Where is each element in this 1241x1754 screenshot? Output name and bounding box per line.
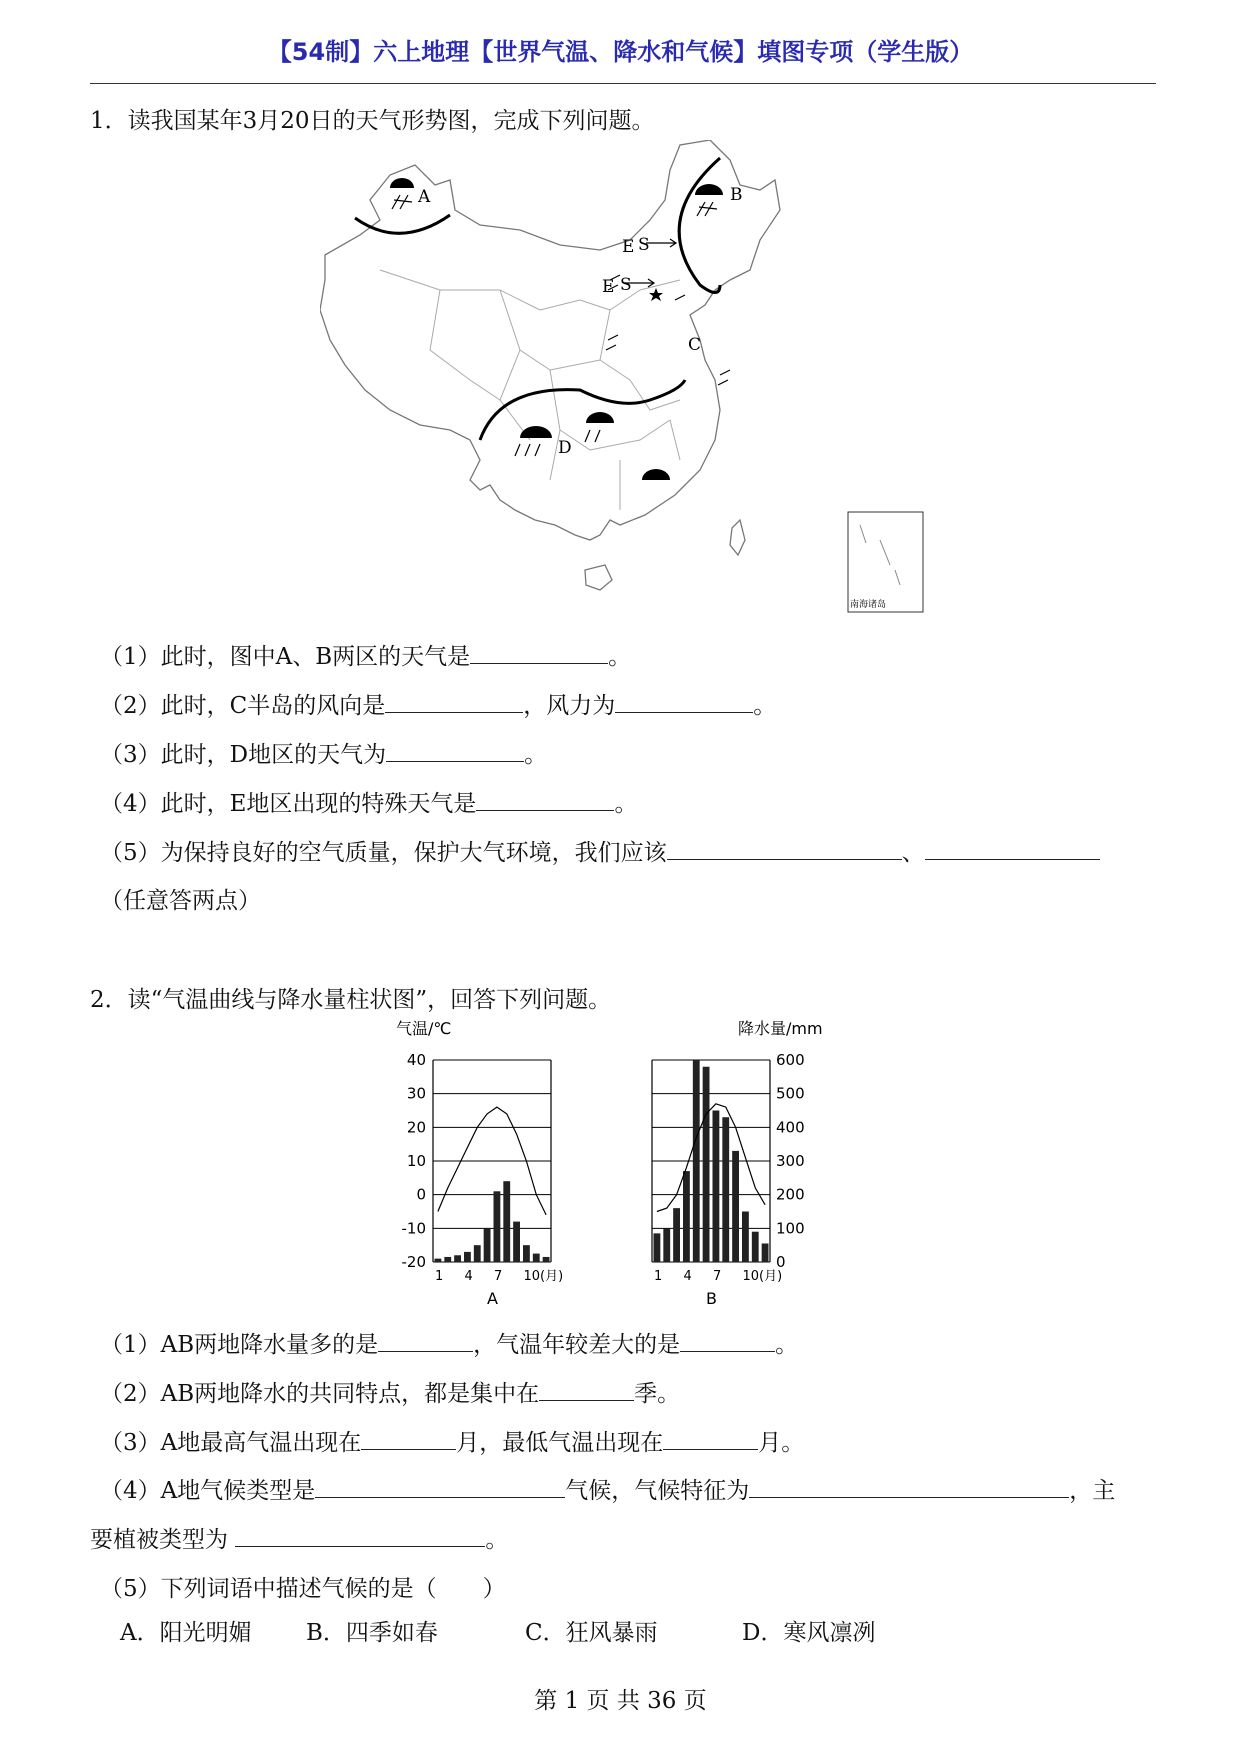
precipitation-bar [703,1067,710,1262]
precipitation-bar [732,1151,739,1262]
temperature-tick-label: -10 [401,1219,426,1238]
document-header: 【54制】六上地理【世界气温、降水和气候】填图专项（学生版） [267,38,974,66]
q2-title: 2．读“气温曲线与降水量柱状图”，回答下列问题。 [90,987,612,1013]
cloud-icon-d1 [520,426,552,438]
wind-arrow-e1 [646,239,676,247]
precipitation-tick-label: 0 [776,1253,786,1271]
answer-blank[interactable] [315,1475,565,1498]
temperature-tick-label: 30 [406,1084,426,1103]
month-tick-label: 7 [712,1269,722,1284]
q2-sub3: （3）A地最高气温出现在 月，最低气温出现在 月。 [100,1424,804,1457]
precipitation-bar [543,1257,550,1262]
month-tick-label: 4 [683,1269,692,1284]
precipitation-tick-label: 600 [776,1051,805,1069]
precipitation-bar [683,1171,690,1262]
map-label-d: D [558,438,572,458]
temperature-curve [657,1104,765,1212]
q1-sub5: （5）为保持良好的空气质量，保护大气环境，我们应该 、 [100,834,1100,867]
page-footer: 第 1 页 共 36 页 [534,1688,707,1714]
front-line-a [355,215,450,233]
q1-sub5-note: （任意答两点） [100,888,261,914]
q2-sub2: （2）AB两地降水的共同特点，都是集中在 季。 [100,1375,680,1408]
map-label-c: C [688,335,702,355]
south-china-sea-inset [848,512,923,612]
answer-blank[interactable] [386,739,524,762]
weather-map [320,140,930,620]
answer-blank[interactable] [361,1427,456,1450]
map-label-a: A [418,187,431,207]
temperature-tick-label: 0 [416,1185,426,1204]
q2-sub1: （1）AB两地降水量多的是 ，气温年较差大的是 。 [100,1326,798,1359]
snow-icon-a [392,195,412,209]
month-tick-label: 4 [464,1269,473,1284]
climate-chart [396,1012,856,1312]
precipitation-tick-label: 400 [776,1118,805,1137]
star-icon [649,288,663,301]
precipitation-bar [693,1060,700,1262]
answer-blank[interactable] [378,1329,473,1352]
precipitation-bar [654,1233,661,1262]
precipitation-bar [713,1111,720,1263]
option-b[interactable]: B．四季如春 [306,1620,438,1646]
precipitation-bar [722,1117,729,1262]
precipitation-bar [533,1254,540,1262]
q2-sub5: （5）下列词语中描述气候的是（ ） [100,1576,506,1602]
precipitation-bar [464,1252,471,1262]
precipitation-tick-label: 500 [776,1084,805,1103]
inset-label: 南海诸岛 [850,600,887,610]
answer-blank[interactable] [615,690,753,713]
precipitation-bar [673,1208,680,1262]
q1-sub1: （1）此时，图中A、B两区的天气是 。 [100,638,631,671]
temperature-tick-label: 20 [406,1118,426,1137]
q1-title: 1．读我国某年3月20日的天气形势图，完成下列问题。 [90,108,655,134]
panel-label: A [487,1289,498,1308]
answer-blank[interactable] [539,1378,634,1401]
cloud-icon-south [642,469,670,480]
answer-blank[interactable] [476,788,614,811]
precipitation-bar [663,1228,670,1262]
q1-sub4: （4）此时，E地区出现的特殊天气是 。 [100,785,637,818]
header-rule [90,83,1156,84]
precipitation-bar [494,1191,501,1262]
precipitation-bar [523,1245,530,1262]
precipitation-tick-label: 100 [776,1219,805,1238]
map-label-b: B [730,185,743,205]
q1-sub3: （3）此时，D地区的天气为 。 [100,736,547,769]
option-a[interactable]: A．阳光明媚 [120,1620,252,1646]
temperature-tick-label: 40 [406,1051,426,1069]
map-label-s1: S [638,235,650,255]
temperature-tick-label: 10 [406,1152,426,1170]
cloud-icon-a [390,178,414,188]
precipitation-bar [435,1259,442,1262]
answer-blank[interactable] [925,837,1100,860]
cloud-icon-d2 [586,412,614,423]
answer-blank[interactable] [680,1329,775,1352]
province-lines [380,270,680,510]
precipitation-bar [742,1212,749,1263]
precipitation-bar [454,1255,461,1262]
precipitation-tick-label: 200 [776,1185,805,1204]
precipitation-bar [762,1243,769,1262]
precipitation-bar [484,1228,491,1262]
answer-blank[interactable] [749,1475,1069,1498]
option-d[interactable]: D．寒风凛冽 [742,1620,876,1646]
panel-label: B [706,1289,717,1308]
precipitation-axis-title: 降水量/mm [738,1019,823,1038]
precipitation-bar [503,1181,510,1262]
precipitation-bar [513,1222,520,1262]
taiwan-island [730,520,745,555]
q2-sub4-cont: 要植被类型为 。 [90,1521,508,1554]
option-c[interactable]: C．狂风暴雨 [525,1620,658,1646]
precipitation-bar [474,1245,481,1262]
answer-blank[interactable] [663,1427,758,1450]
map-label-e2: E [602,277,615,297]
answer-blank[interactable] [470,641,608,664]
answer-blank[interactable] [235,1524,485,1547]
precipitation-bar [752,1232,759,1262]
month-tick-label: 1 [653,1269,663,1284]
answer-blank[interactable] [667,837,902,860]
front-line-b [679,158,720,293]
snow-icon-b [697,202,717,216]
map-label-s2: S [620,275,632,295]
month-tick-label: 10(月) [523,1269,564,1284]
answer-blank[interactable] [385,690,523,713]
month-tick-label: 1 [434,1269,444,1284]
precipitation-tick-label: 300 [776,1152,805,1170]
hainan-island [585,565,612,590]
temperature-axis-title: 气温/℃ [396,1019,452,1038]
precipitation-bar [444,1257,451,1262]
temperature-tick-label: -20 [401,1253,426,1271]
cloud-icon-b [695,184,723,195]
month-tick-label: 7 [493,1269,503,1284]
month-tick-label: 10(月) [742,1269,783,1284]
map-label-e1: E [622,237,635,257]
q1-sub2: （2）此时，C半岛的风向是 ，风力为 。 [100,687,776,720]
q2-sub4: （4）A地气候类型是 气候，气候特征为 ，主 [100,1472,1115,1505]
